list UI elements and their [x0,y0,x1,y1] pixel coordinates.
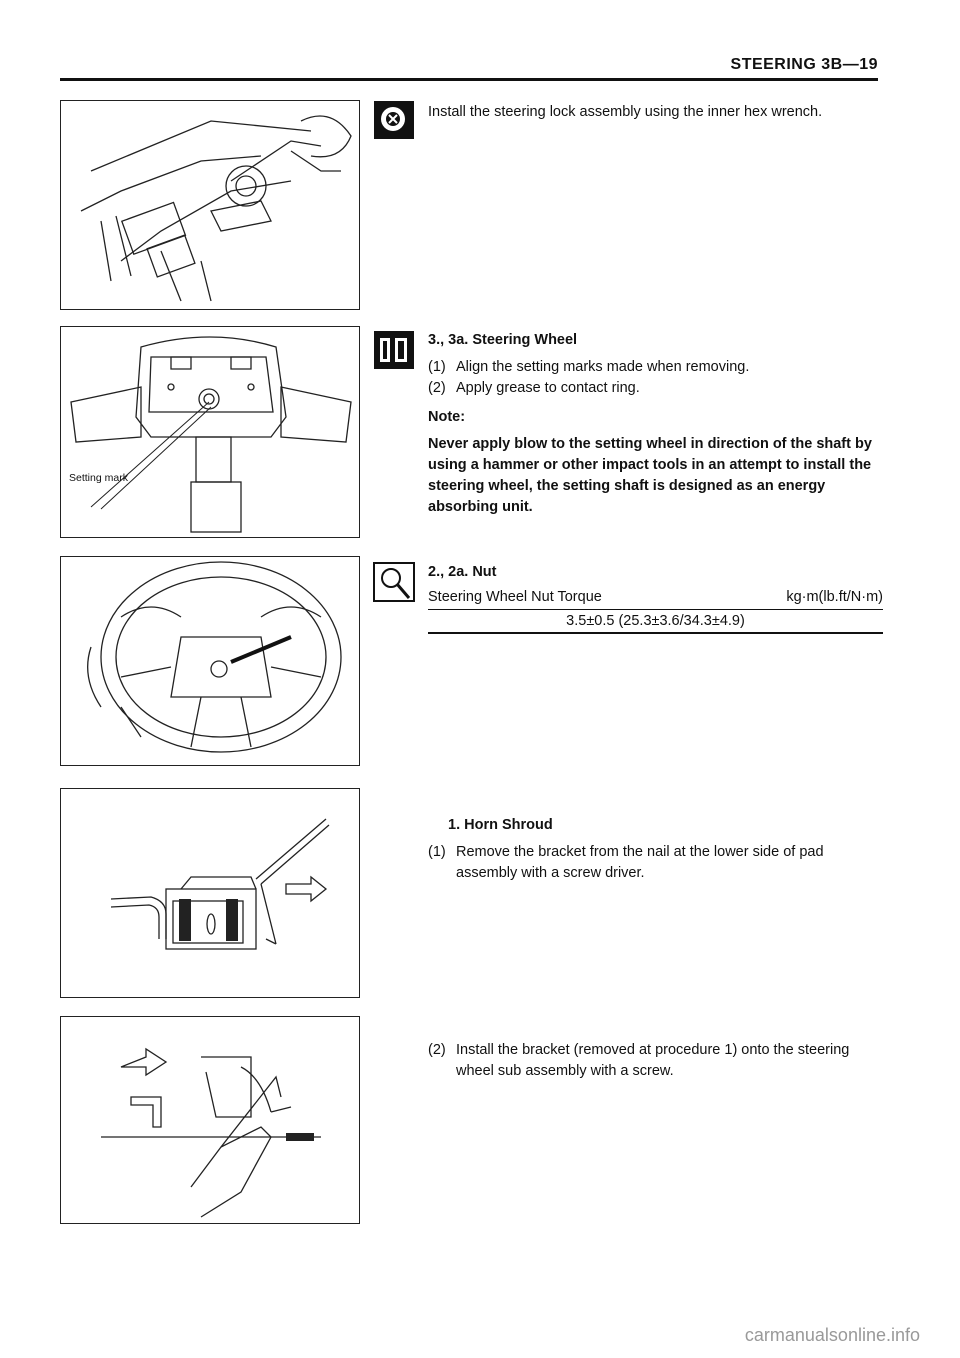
step-number: (1) [428,844,446,860]
install-symbol-icon [373,330,415,370]
torque-symbol-icon [373,562,415,602]
wheel-heading: 3., 3a. Steering Wheel [428,332,578,348]
page-title: STEERING 3B—19 [730,56,878,73]
horn-step-1 [428,842,883,884]
step-number: (2) [428,1042,446,1058]
header-rule [60,78,878,81]
horn-step-2 [428,1040,883,1082]
step-number: (1) [428,359,446,375]
wheel-section [428,330,883,518]
nut-heading: 2., 2a. Nut [428,564,497,580]
step-text: Remove the bracket from the nail at the lower side of pad assembly with a screw driver. [456,844,824,881]
lock-instruction: Install the steering lock assembly using the inner hex wrench. [428,104,823,120]
wheel-step-1 [428,357,883,378]
wheel-step-2 [428,378,883,399]
torque-value: 3.5±0.5 (25.3±3.6/34.3±4.9) [428,610,883,634]
watermark: carmanualsonline.info [744,1325,920,1345]
step-text: Align the setting marks made when removing. [456,359,750,375]
setting-mark-label: Setting mark [69,472,128,484]
figure-steering-wheel [60,326,360,538]
steering-lock-illustration [61,101,359,309]
figure-horn-shroud-install [60,1016,360,1224]
step-text: Apply grease to contact ring. [456,380,640,396]
install-symbol-icon [373,100,415,140]
step-text: Install the bracket (removed at procedure 1) onto the steering wheel sub assembly with a screw. [456,1042,850,1079]
step-number: (2) [428,380,446,396]
page-header [60,52,878,78]
horn-section [428,815,883,884]
figure-steering-nut [60,556,360,766]
torque-header-row [428,587,883,610]
note-label: Note: [428,409,466,425]
figure-horn-shroud-removal [60,788,360,998]
torque-label: Steering Wheel Nut Torque [428,589,602,605]
horn-heading: 1. Horn Shroud [448,817,553,833]
horn-step-2-block [428,1040,883,1082]
note-text: Never apply blow to the setting wheel in direction of the shaft by using a hammer or other impact tools in an attempt to install the steering wheel, the setting shaft is designed as an energy absorbing unit. [428,436,872,515]
steering-wheel-front-illustration [61,557,359,765]
torque-unit: kg·m(lb.ft/N·m) [786,589,883,605]
steering-wheel-rear-illustration [61,327,359,537]
nut-section [428,562,883,634]
figure-steering-lock [60,100,360,310]
bracket-install-illustration [61,1017,359,1223]
bracket-removal-illustration [61,789,359,997]
